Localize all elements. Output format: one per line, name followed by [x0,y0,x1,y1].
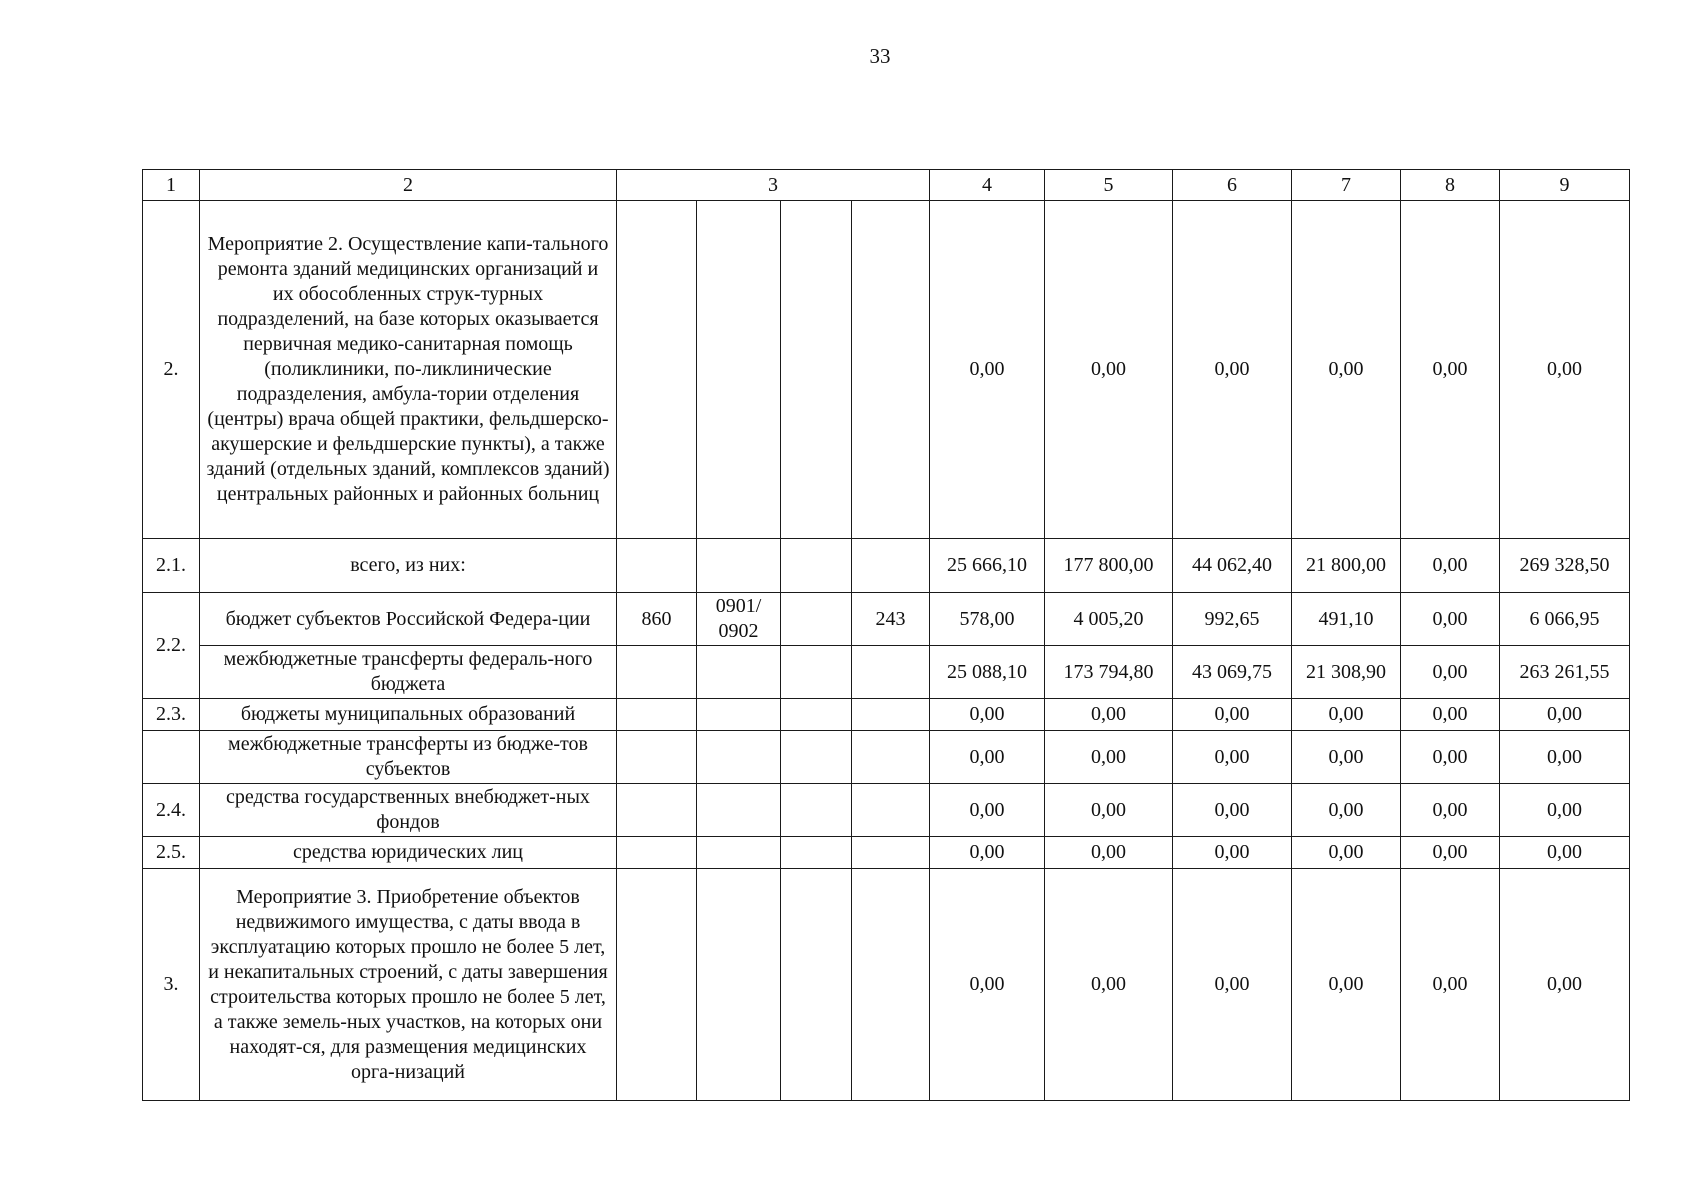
header-cell-4: 4 [930,170,1045,201]
code-cell-a: 860 [617,593,697,646]
value-col-6: 43 069,75 [1173,646,1292,699]
value-col-9: 0,00 [1500,784,1630,837]
value-col-4: 25 666,10 [930,539,1045,593]
row-description: межбюджетные трансферты федераль-ного бюджета [200,646,617,699]
code-cell-c [781,699,852,731]
row-description: Мероприятие 3. Приобретение объектов недвижимого имущества, с даты ввода в эксплуатацию которых прошло не более 5 лет, и некапитальных строений, с даты завершения строительства которых прошло не более 5 лет, а также земель-ных участков, на которых они находят-ся, для размещения медицинских орга-низаций [200,869,617,1101]
row-description: всего, из них: [200,539,617,593]
value-col-8: 0,00 [1401,646,1500,699]
code-cell-c [781,646,852,699]
code-cell-a [617,731,697,784]
header-cell-3: 3 [617,170,930,201]
code-cell-d: 243 [852,593,930,646]
value-col-7: 0,00 [1292,784,1401,837]
value-col-5: 0,00 [1045,201,1173,539]
value-col-6: 0,00 [1173,869,1292,1101]
row-number: 2.4. [143,784,200,837]
header-cell-8: 8 [1401,170,1500,201]
code-cell-b [697,699,781,731]
header-cell-7: 7 [1292,170,1401,201]
value-col-6: 992,65 [1173,593,1292,646]
table-row [143,869,1630,1101]
value-col-5: 173 794,80 [1045,646,1173,699]
code-cell-c [781,784,852,837]
value-col-8: 0,00 [1401,593,1500,646]
code-cell-a [617,869,697,1101]
code-cell-d [852,731,930,784]
table-row [143,539,1630,593]
row-number: 2.3. [143,699,200,731]
row-description: бюджет субъектов Российской Федера-ции [200,593,617,646]
value-col-4: 0,00 [930,731,1045,784]
code-cell-d [852,201,930,539]
code-cell-c [781,593,852,646]
value-col-8: 0,00 [1401,699,1500,731]
code-cell-b [697,731,781,784]
code-cell-d [852,699,930,731]
table-row [143,731,1630,784]
code-cell-d [852,784,930,837]
value-col-7: 491,10 [1292,593,1401,646]
table-row [143,784,1630,837]
value-col-9: 0,00 [1500,869,1630,1101]
code-cell-a [617,837,697,869]
value-col-9: 269 328,50 [1500,539,1630,593]
code-cell-b [697,646,781,699]
row-number: 2.2. [143,593,200,699]
value-col-4: 0,00 [930,837,1045,869]
value-col-9: 6 066,95 [1500,593,1630,646]
value-col-8: 0,00 [1401,837,1500,869]
value-col-6: 0,00 [1173,201,1292,539]
code-cell-b [697,539,781,593]
value-col-8: 0,00 [1401,539,1500,593]
code-cell-a [617,784,697,837]
value-col-5: 0,00 [1045,731,1173,784]
table-row [143,593,1630,646]
value-col-5: 0,00 [1045,784,1173,837]
code-cell-b: 0901/ 0902 [697,593,781,646]
table-row [143,201,1630,539]
code-cell-d [852,869,930,1101]
value-col-8: 0,00 [1401,869,1500,1101]
code-cell-b [697,837,781,869]
value-col-8: 0,00 [1401,201,1500,539]
code-cell-a [617,539,697,593]
value-col-4: 25 088,10 [930,646,1045,699]
header-cell-5: 5 [1045,170,1173,201]
value-col-6: 44 062,40 [1173,539,1292,593]
value-col-7: 21 308,90 [1292,646,1401,699]
value-col-6: 0,00 [1173,731,1292,784]
code-cell-a [617,699,697,731]
value-col-7: 0,00 [1292,699,1401,731]
header-row [143,170,1630,201]
row-number: 3. [143,869,200,1101]
code-cell-c [781,201,852,539]
header-cell-1: 1 [143,170,200,201]
row-description: Мероприятие 2. Осуществление капи-тального ремонта зданий медицинских организаций и их обособленных струк-турных подразделений, на базе которых оказывается первичная медико-санитарная помощь (поликлиники, по-ликлинические подразделения, амбула-тории отделения (центры) врача общей практики, фельдшерско-акушерские и фельдшерские пункты), а также зданий (отдельных зданий, комплексов зданий) центральных районных и районных больниц [200,201,617,539]
value-col-4: 578,00 [930,593,1045,646]
value-col-6: 0,00 [1173,837,1292,869]
value-col-4: 0,00 [930,201,1045,539]
code-cell-a [617,646,697,699]
row-number: 2.1. [143,539,200,593]
value-col-5: 177 800,00 [1045,539,1173,593]
budget-table [142,169,1630,1101]
value-col-9: 0,00 [1500,731,1630,784]
header-cell-2: 2 [200,170,617,201]
value-col-9: 0,00 [1500,699,1630,731]
value-col-6: 0,00 [1173,784,1292,837]
value-col-5: 0,00 [1045,869,1173,1101]
code-cell-c [781,869,852,1101]
row-number: 2.5. [143,837,200,869]
value-col-7: 0,00 [1292,837,1401,869]
code-cell-c [781,731,852,784]
value-col-7: 0,00 [1292,869,1401,1101]
value-col-7: 0,00 [1292,731,1401,784]
code-cell-d [852,837,930,869]
value-col-9: 0,00 [1500,837,1630,869]
value-col-7: 0,00 [1292,201,1401,539]
row-description: средства государственных внебюджет-ных фондов [200,784,617,837]
code-cell-c [781,837,852,869]
value-col-8: 0,00 [1401,731,1500,784]
header-cell-9: 9 [1500,170,1630,201]
code-cell-b [697,869,781,1101]
value-col-5: 4 005,20 [1045,593,1173,646]
table-row [143,646,1630,699]
page-number: 33 [869,44,891,68]
row-description: средства юридических лиц [200,837,617,869]
value-col-4: 0,00 [930,699,1045,731]
table-row [143,837,1630,869]
value-col-9: 0,00 [1500,201,1630,539]
value-col-5: 0,00 [1045,837,1173,869]
row-description: межбюджетные трансферты из бюдже-тов субъектов [200,731,617,784]
header-cell-6: 6 [1173,170,1292,201]
value-col-7: 21 800,00 [1292,539,1401,593]
code-cell-b [697,784,781,837]
code-cell-c [781,539,852,593]
value-col-9: 263 261,55 [1500,646,1630,699]
value-col-4: 0,00 [930,869,1045,1101]
row-number: 2. [143,201,200,539]
code-cell-d [852,646,930,699]
table-row [143,699,1630,731]
code-cell-d [852,539,930,593]
row-number [143,731,200,784]
code-cell-b [697,201,781,539]
code-cell-a [617,201,697,539]
value-col-5: 0,00 [1045,699,1173,731]
value-col-8: 0,00 [1401,784,1500,837]
value-col-4: 0,00 [930,784,1045,837]
row-description: бюджеты муниципальных образований [200,699,617,731]
value-col-6: 0,00 [1173,699,1292,731]
